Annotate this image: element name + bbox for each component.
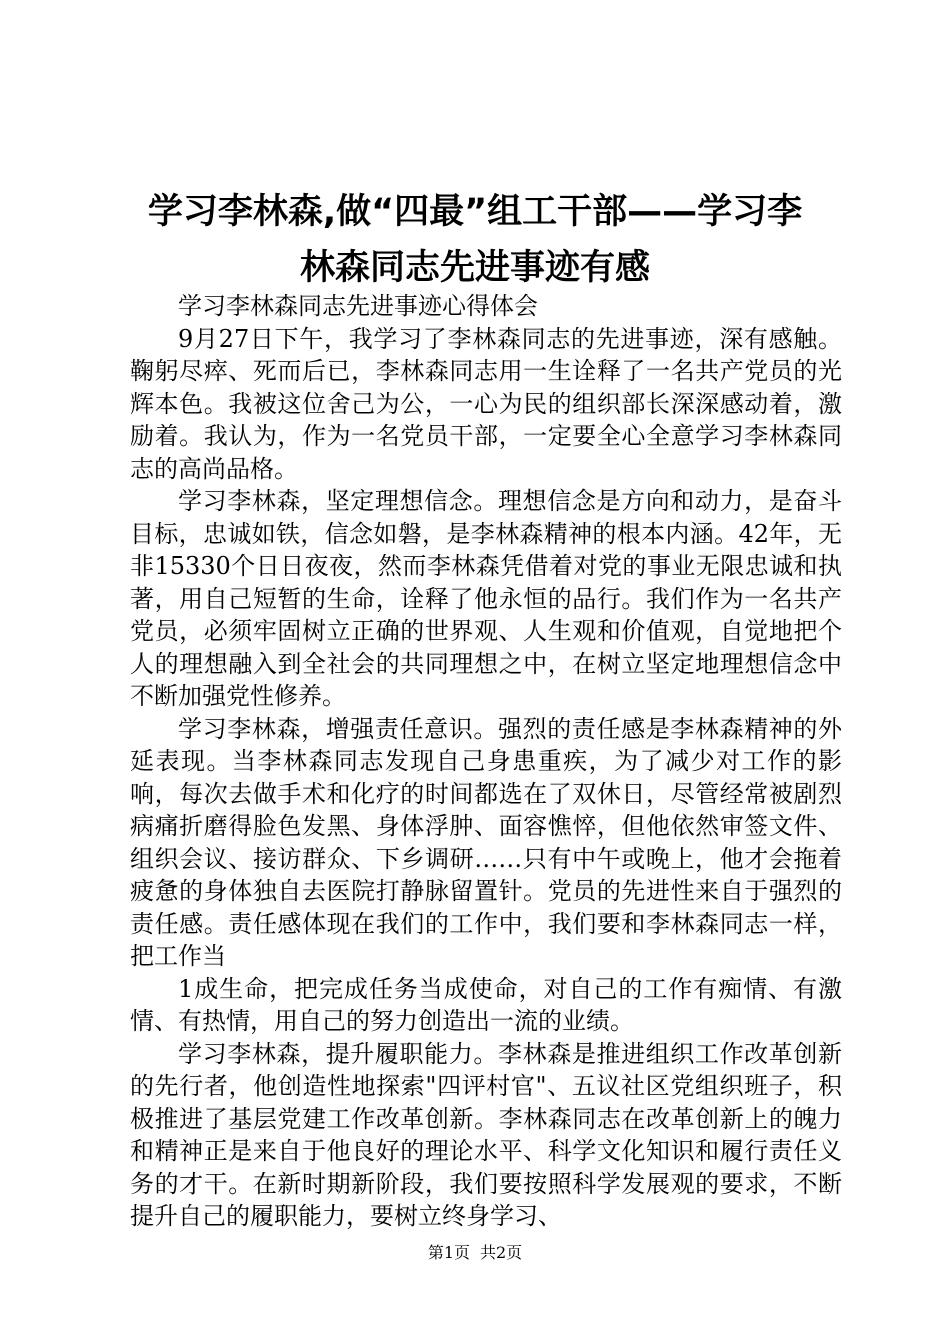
- paragraph: 学习李林森，增强责任意识。强烈的责任感是李林森精神的外延表现。当李林森同志发现自己身患重疾，为了减少对工作的影响，每次去做手术和化疗的时间都选在了双休日，尽管经常被剧烈病痛折磨得脸色发黑、身体浮肿、面容憔悴，但他依然审签文件、组织会议、接访群众、下乡调研……只有中午或晚上，他才会拖着疲惫的身体独自去医院打静脉留置针。党员的先进性来自于强烈的责任感。责任感体现在我们的工作中，我们要和李林森同志一样，把工作当: [130, 714, 842, 970]
- paragraph: 1成生命，把完成任务当成使命，对自己的工作有痴情、有激情、有热情，用自己的努力创造出一流的业绩。: [130, 974, 842, 1035]
- page-total: 共2页: [480, 1243, 523, 1262]
- document-title-line-1: 学习李林森,做“四最”组工干部——学习李: [147, 192, 803, 232]
- page-number: 第1页: [427, 1243, 470, 1262]
- paragraph: 学习李林森，坚定理想信念。理想信念是方向和动力，是奋斗目标，忠诚如铁，信念如磐，是李林森精神的根本内涵。42年，无非15330个日日夜夜，然而李林森凭借着对党的事业无限忠诚和执著，用自己短暂的生命，诠释了他永恒的品行。我们作为一名共产党员，必须牢固树立正确的世界观、人生观和价值观，自觉地把个人的理想融入到全社会的共同理想之中，在树立坚定地理想信念中不断加强党性修养。: [130, 487, 842, 710]
- paragraph: 学习李林森，提升履职能力。李林森是推进组织工作改革创新的先行者，他创造性地探索"四评村官"、五议社区党组织班子，积极推进了基层党建工作改革创新。李林森同志在改革创新上的魄力和精神正是来自于他良好的理论水平、科学文化知识和履行责任义务的才干。在新时期新阶段，我们要按照科学发展观的要求，不断提升自己的履职能力，要树立终身学习、: [130, 1039, 842, 1230]
- document-body: [130, 290, 842, 1233]
- document-title-line-2: 林森同志先进事迹有感: [299, 248, 650, 288]
- paragraph: 9月27日下午，我学习了李林森同志的先进事迹，深有感触。鞠躬尽瘁、死而后已，李林森同志用一生诠释了一名共产党员的光辉本色。我被这位舍己为公，一心为民的组织部长深深感动着，激励着。我认为，作为一名党员干部，一定要全心全意学习李林森同志的高尚品格。: [130, 324, 842, 483]
- page-footer: [0, 1243, 950, 1263]
- paragraph-subtitle: 学习李林森同志先进事迹心得体会: [178, 292, 538, 320]
